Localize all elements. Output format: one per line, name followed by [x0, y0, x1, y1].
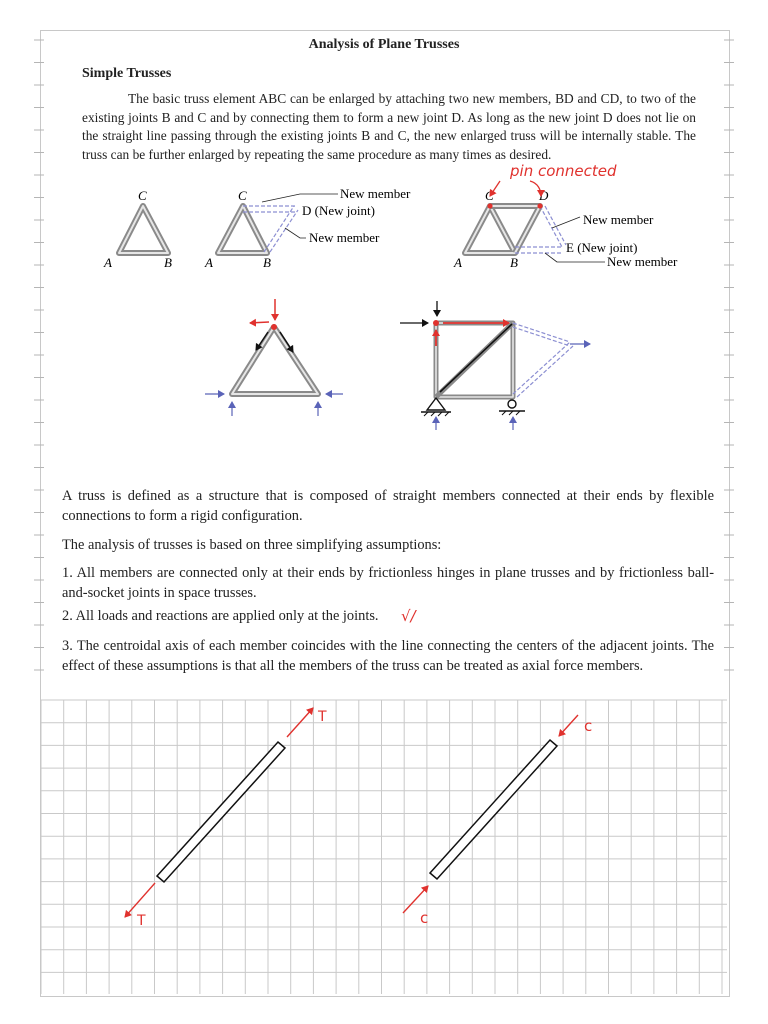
assumption-1: 1. All members are connected only at their ends by frictionless hinges in plane trusses and by frictionless ball-and-socket joints in space trusses.	[62, 565, 714, 601]
compression-label-bottom: c	[420, 909, 429, 927]
tension-label-top: T	[318, 709, 327, 725]
intro-paragraph: The basic truss element ABC can be enlarged by attaching two new members, BD and CD, to two of the existing joints B and C and by connecting them to form a new joint D. As long as the new joint D does not lie on the straight line passing through the existing joints B and C, the new enlarged truss will be internally stable. The truss can be further enlarged by repeating the same procedure as many times as desired.	[82, 91, 696, 162]
fig2-callout-bottom: New member	[309, 230, 380, 245]
section-heading: Simple Trusses	[82, 66, 172, 81]
assumption-2: 2. All loads and reactions are applied only at the joints.	[62, 608, 379, 624]
tension-label-bottom: T	[137, 913, 146, 929]
pin-connected-annotation: pin connected	[510, 162, 617, 180]
assumptions-intro: The analysis of trusses is based on three simplifying assumptions:	[62, 537, 442, 553]
fig1-label-a: A	[104, 255, 112, 270]
fig2-label-d: D (New joint)	[302, 203, 375, 218]
fig2-callout-top: New member	[340, 186, 411, 201]
fig3-callout-top: New member	[583, 212, 654, 227]
fig3-label-d: D	[539, 188, 549, 203]
fig3-label-c: C	[485, 188, 494, 203]
fig3-label-a: A	[454, 255, 462, 270]
check-mark-annotation: √/	[401, 607, 416, 625]
compression-label-top: c	[584, 717, 593, 735]
truss-definition: A truss is defined as a structure that is composed of straight members connected at their ends by flexible connections to form a rigid configuration.	[62, 488, 714, 524]
assumption-3: 3. The centroidal axis of each member coincides with the line connecting the centers of the adjacent joints. The effect of these assumptions is that all the members of the truss can be treated as axial force members.	[62, 638, 714, 674]
fig3-label-e: E (New joint)	[566, 240, 638, 255]
fig1-label-c: C	[138, 188, 147, 203]
fig2-label-c: C	[238, 188, 247, 203]
fig3-callout-bottom: New member	[607, 254, 678, 269]
fig2-label-b: B	[263, 255, 271, 270]
fig1-label-b: B	[164, 255, 172, 270]
fig3-label-b: B	[510, 255, 518, 270]
document-title: Analysis of Plane Trusses	[308, 37, 460, 52]
fig2-label-a: A	[205, 255, 213, 270]
